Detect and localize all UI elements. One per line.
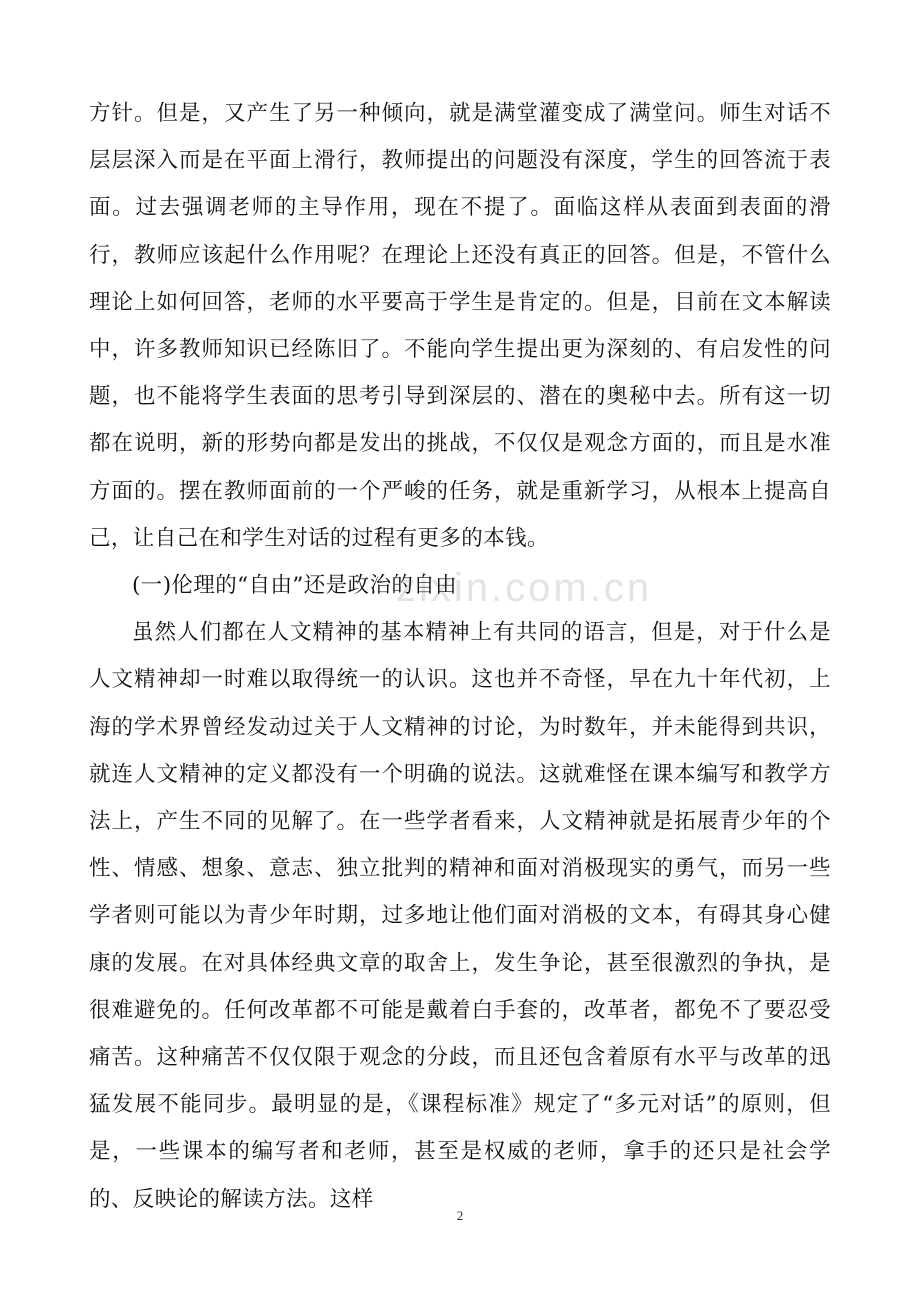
- watermark: zixin.com.cn: [396, 566, 653, 610]
- paragraph-2: 虽然人们都在人文精神的基本精神上有共同的语言，但是，对于什么是人文精神却一时难以取得统一的认识。这也并不奇怪，早在九十年代初，上海的学术界曾经发动过关于人文精神的讨论，为时数年，并未能得到共识，就连人文精神的定义都没有一个明确的说法。这就难怪在课本编写和教学方法上，产生不同的见解了。在一些学者看来，人文精神就是拓展青少年的个性、情感、想象、意志、独立批判的精神和面对消极现实的勇气，而另一些学者则可能以为青少年时期，过多地让他们面对消极的文本，有碍其身心健康的发展。在对具体经典文章的取舍上，发生争论，甚至很激烈的争执，是很难避免的。任何改革都不可能是戴着白手套的，改革者，都免不了要忍受痛苦。这种痛苦不仅仅限于观念的分歧，而且还包含着原有水平与改革的迅猛发展不能同步。最明显的是，《课程标准》规定了“多元对话”的原则，但是，一些课本的编写者和老师，甚至是权威的老师，拿手的还只是社会学的、反映论的解读方法。这样: [89, 620, 831, 1212]
- page-number: 2: [456, 1208, 464, 1223]
- page-body: [89, 90, 831, 1223]
- section-heading: (一)伦理的“自由”还是政治的自由: [132, 573, 458, 599]
- paragraph-1: 方针。但是，又产生了另一种倾向，就是满堂灌变成了满堂问。师生对话不层层深入而是在平面上滑行，教师提出的问题没有深度，学生的回答流于表面。过去强调老师的主导作用，现在不提了。面临这样从表面到表面的滑行，教师应该起什么作用呢？在理论上还没有真正的回答。但是，不管什么理论上如何回答，老师的水平要高于学生是肯定的。但是，目前在文本解读中，许多教师知识已经陈旧了。不能向学生提出更为深刻的、有启发性的问题，也不能将学生表面的思考引导到深层的、潜在的奥秘中去。所有这一切都在说明，新的形势向都是发出的挑战，不仅仅是观念方面的，而且是水准方面的。摆在教师面前的一个严峻的任务，就是重新学习，从根本上提高自己，让自己在和学生对话的过程有更多的本钱。: [89, 101, 831, 551]
